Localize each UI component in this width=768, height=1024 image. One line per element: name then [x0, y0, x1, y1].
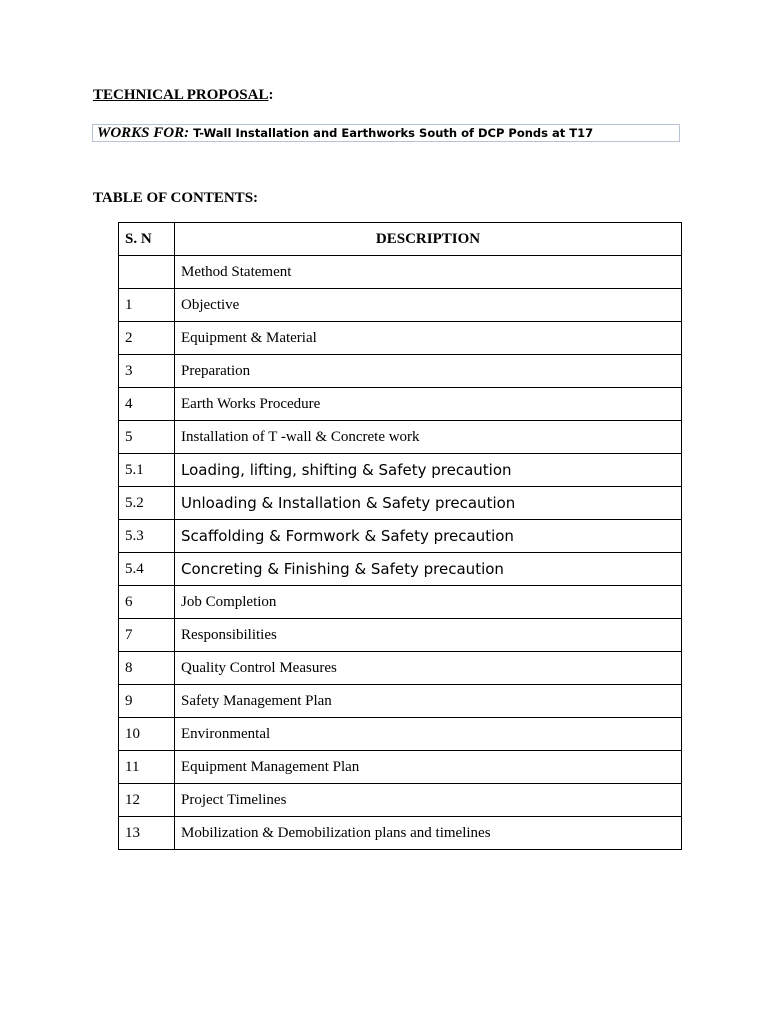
toc-sn: 5.2: [119, 487, 175, 520]
toc-description: Installation of T -wall & Concrete work: [175, 421, 682, 454]
toc-sn: 13: [119, 817, 175, 850]
toc-description: Mobilization & Demobilization plans and timelines: [175, 817, 682, 850]
toc-sn: 10: [119, 718, 175, 751]
table-row: [119, 718, 682, 751]
toc-description: Earth Works Procedure: [175, 388, 682, 421]
toc-sn: 7: [119, 619, 175, 652]
proposal-title: TECHNICAL PROPOSAL: [93, 87, 269, 103]
toc-sn: 11: [119, 751, 175, 784]
table-row: [119, 520, 682, 553]
toc-description: Objective: [175, 289, 682, 322]
toc-description: Safety Management Plan: [175, 685, 682, 718]
toc-sn: 12: [119, 784, 175, 817]
table-row: [119, 817, 682, 850]
table-row: [119, 289, 682, 322]
toc-description: Project Timelines: [175, 784, 682, 817]
toc-description: Loading, lifting, shifting & Safety precaution: [175, 454, 682, 487]
table-row: [119, 784, 682, 817]
toc-sn: 2: [119, 322, 175, 355]
toc-sn: 6: [119, 586, 175, 619]
table-row: [119, 421, 682, 454]
toc-description: Quality Control Measures: [175, 652, 682, 685]
toc-table: [118, 222, 682, 850]
table-row: [119, 487, 682, 520]
table-row: [119, 454, 682, 487]
toc-sn: 1: [119, 289, 175, 322]
toc-description: Scaffolding & Formwork & Safety precaution: [175, 520, 682, 553]
toc-description: Responsibilities: [175, 619, 682, 652]
toc-sn: 5.1: [119, 454, 175, 487]
toc-sn: 3: [119, 355, 175, 388]
toc-header-sn: S. N: [119, 223, 175, 256]
table-row: [119, 256, 682, 289]
table-row: [119, 652, 682, 685]
works-for-label: WORKS FOR:: [97, 125, 190, 141]
proposal-title-colon: :: [268, 87, 274, 103]
table-row: [119, 619, 682, 652]
toc-sn: 8: [119, 652, 175, 685]
toc-sn: 4: [119, 388, 175, 421]
table-row: [119, 388, 682, 421]
toc-description: Equipment Management Plan: [175, 751, 682, 784]
toc-description: Concreting & Finishing & Safety precaution: [175, 553, 682, 586]
table-row: [119, 586, 682, 619]
works-for-value: T-Wall Installation and Earthworks South of DCP Ponds at T17: [193, 126, 594, 140]
table-row: [119, 355, 682, 388]
table-row: [119, 751, 682, 784]
toc-sn: 5.4: [119, 553, 175, 586]
toc-description: Unloading & Installation & Safety precaution: [175, 487, 682, 520]
toc-description: Environmental: [175, 718, 682, 751]
toc-description: Preparation: [175, 355, 682, 388]
toc-title: TABLE OF CONTENTS:: [93, 190, 259, 206]
toc-sn: 5: [119, 421, 175, 454]
table-row: [119, 553, 682, 586]
table-row: [119, 685, 682, 718]
toc-header-description: DESCRIPTION: [175, 223, 682, 256]
document-heading: [93, 87, 273, 104]
toc-description: Equipment & Material: [175, 322, 682, 355]
table-row: [119, 322, 682, 355]
toc-sn: 5.3: [119, 520, 175, 553]
toc-sn: 9: [119, 685, 175, 718]
toc-header-row: [119, 223, 682, 256]
toc-description: Job Completion: [175, 586, 682, 619]
works-for-box: [92, 124, 680, 142]
toc-description: Method Statement: [175, 256, 682, 289]
toc-sn: [119, 256, 175, 289]
